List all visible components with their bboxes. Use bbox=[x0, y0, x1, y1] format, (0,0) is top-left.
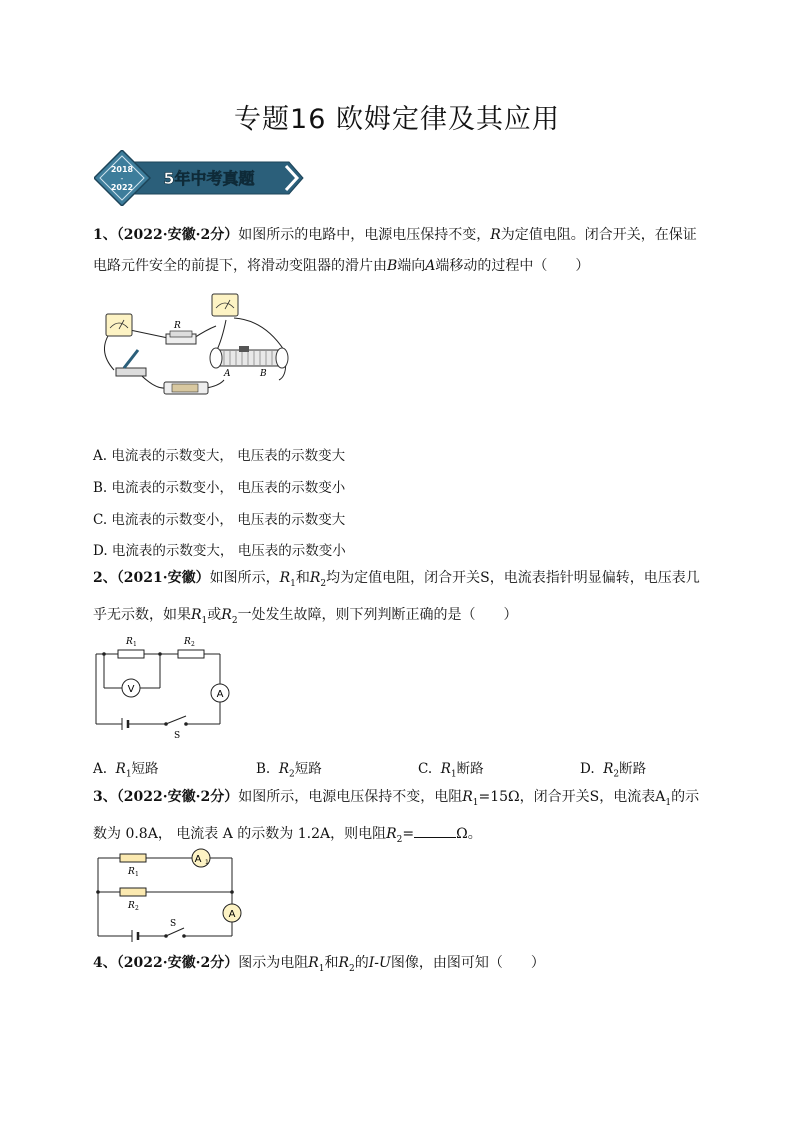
q2-number: 2、 bbox=[93, 570, 117, 586]
q3-text-c: 数为 0.8A， 电流表 A 的示数为 1.2A，则电阻 bbox=[93, 825, 387, 842]
voltmeter-icon bbox=[212, 294, 238, 316]
q1-text-e: 端移动的过程中（ ） bbox=[435, 258, 590, 274]
q2-source: （2021·安徽） bbox=[116, 570, 210, 586]
q3-r1-value: =15Ω，闭合开关S，电流表A bbox=[478, 789, 666, 805]
q1-option-d[interactable]: D. 电流表的示数变大， 电压表的示数变小 bbox=[93, 543, 346, 559]
q2-sub-2: 2 bbox=[320, 578, 327, 589]
question-3 bbox=[93, 782, 705, 856]
voltmeter-icon bbox=[122, 679, 140, 697]
q4-source: （2022·安徽·2分） bbox=[116, 955, 239, 971]
q2-option-b[interactable] bbox=[256, 757, 322, 780]
q2-circuit-figure bbox=[90, 628, 240, 740]
q4-var-r1: R bbox=[308, 955, 319, 971]
banner-year-end: 2022 bbox=[110, 183, 134, 192]
q2-sub-1: 1 bbox=[290, 578, 296, 589]
switch-icon bbox=[116, 350, 146, 376]
q2-fig-label-v: V bbox=[127, 684, 135, 695]
q3-sub-a1: 1 bbox=[665, 797, 672, 808]
q2-fig-label-a: A bbox=[216, 689, 224, 700]
q1-text-b: 为定值电阻。闭合开关，在保证 bbox=[500, 227, 697, 243]
q1-text-a: 如图所示的电路中，电源电压保持不变， bbox=[238, 227, 491, 243]
q1-var-b: B bbox=[387, 258, 398, 274]
q3-fig-label-r1-sub: 1 bbox=[135, 871, 139, 878]
q4-number: 4、 bbox=[93, 955, 117, 971]
q3-var-r2: R bbox=[386, 825, 397, 842]
question-4 bbox=[93, 948, 705, 985]
q1-option-b[interactable]: B. 电流表的示数变小， 电压表的示数变小 bbox=[93, 480, 346, 496]
q2-option-a-text: 短路 bbox=[131, 761, 159, 777]
q2-text-b: 乎无示数，如果 bbox=[93, 606, 191, 623]
q4-sub-2: 2 bbox=[349, 963, 355, 974]
q2-fig-label-r2: R bbox=[184, 637, 191, 647]
q3-fig-label-a: A bbox=[228, 909, 236, 920]
section-banner bbox=[94, 150, 304, 206]
ammeter-a1-icon bbox=[192, 849, 210, 867]
q3-source: （2022·安徽·2分） bbox=[116, 789, 239, 805]
q4-text-c: 图像，由图可知（ ） bbox=[390, 955, 545, 971]
q2-var-r2b: R bbox=[221, 606, 232, 623]
q2-var-r1b: R bbox=[191, 606, 202, 623]
q1-fig-label-r: R bbox=[174, 321, 181, 331]
q2-line-1 bbox=[93, 563, 705, 600]
q2-option-a-letter: A. bbox=[93, 761, 108, 777]
q1-text-c: 电路元件安全的前提下，将滑动变阻器的滑片由 bbox=[93, 258, 387, 274]
q2-option-c-sub: 1 bbox=[450, 769, 457, 780]
q2-fig-label-r1: R bbox=[126, 637, 133, 647]
q2-fig-label-r2-sub: 2 bbox=[191, 641, 195, 648]
q2-option-c-letter: C. bbox=[418, 761, 433, 777]
q3-unit: Ω。 bbox=[456, 825, 482, 842]
ammeter-a-icon bbox=[223, 904, 241, 922]
q2-option-c[interactable] bbox=[418, 757, 484, 780]
q1-text-d: 端向 bbox=[397, 258, 426, 274]
q3-sub-1: 1 bbox=[472, 797, 479, 808]
q1-option-a[interactable]: A. 电流表的示数变大， 电压表的示数变大 bbox=[93, 448, 346, 464]
q2-option-c-text: 断路 bbox=[456, 761, 484, 777]
page-title: 专题16 欧姆定律及其应用 bbox=[234, 104, 560, 135]
q4-iu: I-U bbox=[368, 955, 391, 971]
q2-text-pre: 如图所示， bbox=[209, 570, 280, 586]
resistor-icon bbox=[166, 321, 196, 344]
q1-var-r: R bbox=[490, 227, 501, 243]
q1-source: （2022·安徽·2分） bbox=[116, 227, 239, 243]
banner-label: 5年中考真题 bbox=[163, 169, 255, 188]
q3-fig-label-a1-sub: 1 bbox=[205, 859, 209, 866]
q1-line-2 bbox=[93, 251, 705, 282]
q2-option-a-var: R bbox=[115, 761, 126, 777]
q3-text-a: 如图所示，电源电压保持不变，电阻 bbox=[238, 789, 463, 805]
q3-circuit-figure bbox=[92, 846, 248, 944]
q3-text-b: 的示 bbox=[671, 789, 700, 805]
q1-option-c[interactable]: C. 电流表的示数变小， 电压表的示数变大 bbox=[93, 512, 346, 528]
q3-fig-label-s: S bbox=[170, 919, 177, 929]
q2-text-a: 均为定值电阻，闭合开关S，电流表指针明显偏转，电压表几 bbox=[326, 570, 700, 586]
q1-number: 1、 bbox=[93, 227, 117, 243]
battery-icon bbox=[164, 382, 208, 394]
q2-option-a-sub: 1 bbox=[125, 769, 132, 780]
ammeter-icon bbox=[211, 684, 229, 702]
q4-var-r2: R bbox=[338, 955, 350, 971]
q3-var-r1: R bbox=[462, 789, 473, 805]
q2-or: 或 bbox=[207, 606, 222, 623]
q3-fig-label-r2: R bbox=[128, 901, 135, 911]
q3-fig-label-r2-sub: 2 bbox=[135, 905, 139, 912]
q2-sub-2b: 2 bbox=[231, 615, 238, 626]
q1-var-a: A bbox=[425, 258, 436, 274]
q1-circuit-figure bbox=[94, 290, 294, 402]
q1-fig-label-b: B bbox=[260, 369, 267, 379]
q2-and: 和 bbox=[295, 570, 310, 586]
q2-fig-label-s: S bbox=[174, 731, 181, 740]
q1-fig-label-a: A bbox=[224, 369, 231, 379]
q2-option-d-letter: D. bbox=[580, 761, 595, 777]
q3-line-1 bbox=[93, 782, 705, 819]
q2-var-r1: R bbox=[279, 570, 291, 586]
q2-option-d-sub: 2 bbox=[613, 769, 620, 780]
q3-eq: = bbox=[402, 825, 415, 842]
q2-option-a[interactable] bbox=[93, 757, 159, 780]
q4-sub-1: 1 bbox=[318, 963, 325, 974]
question-1 bbox=[93, 220, 705, 282]
ammeter-icon bbox=[106, 314, 132, 336]
q2-option-b-text: 短路 bbox=[294, 761, 322, 777]
q2-option-b-sub: 2 bbox=[288, 769, 295, 780]
q2-option-d-var: R bbox=[603, 761, 614, 777]
q2-var-r2: R bbox=[309, 570, 321, 586]
q2-option-d-text: 断路 bbox=[619, 761, 647, 777]
q4-text-b: 的 bbox=[354, 955, 369, 971]
q2-fig-label-r1-sub: 1 bbox=[133, 641, 137, 648]
q1-line-1 bbox=[93, 220, 705, 251]
q2-sub-1b: 1 bbox=[201, 615, 208, 626]
banner-year-dash: - bbox=[120, 174, 124, 183]
q4-text-a: 图示为电阻 bbox=[238, 955, 309, 971]
q3-sub-2: 2 bbox=[396, 834, 403, 845]
rheostat-icon bbox=[210, 346, 288, 379]
q2-option-b-var: R bbox=[278, 761, 289, 777]
q3-number: 3、 bbox=[93, 789, 117, 805]
q3-fig-label-a1: A bbox=[194, 854, 202, 865]
q4-and: 和 bbox=[324, 955, 339, 971]
q2-option-d[interactable] bbox=[580, 757, 646, 780]
question-2 bbox=[93, 563, 705, 637]
q2-text-c: 一处发生故障，则下列判断正确的是（ ） bbox=[237, 606, 518, 623]
q3-fig-label-r1: R bbox=[128, 867, 135, 877]
banner-year-start: 2018 bbox=[110, 165, 134, 174]
q4-line-1 bbox=[93, 948, 705, 985]
q2-option-c-var: R bbox=[440, 761, 451, 777]
q3-answer-blank[interactable] bbox=[414, 825, 456, 838]
q2-option-b-letter: B. bbox=[256, 761, 271, 777]
